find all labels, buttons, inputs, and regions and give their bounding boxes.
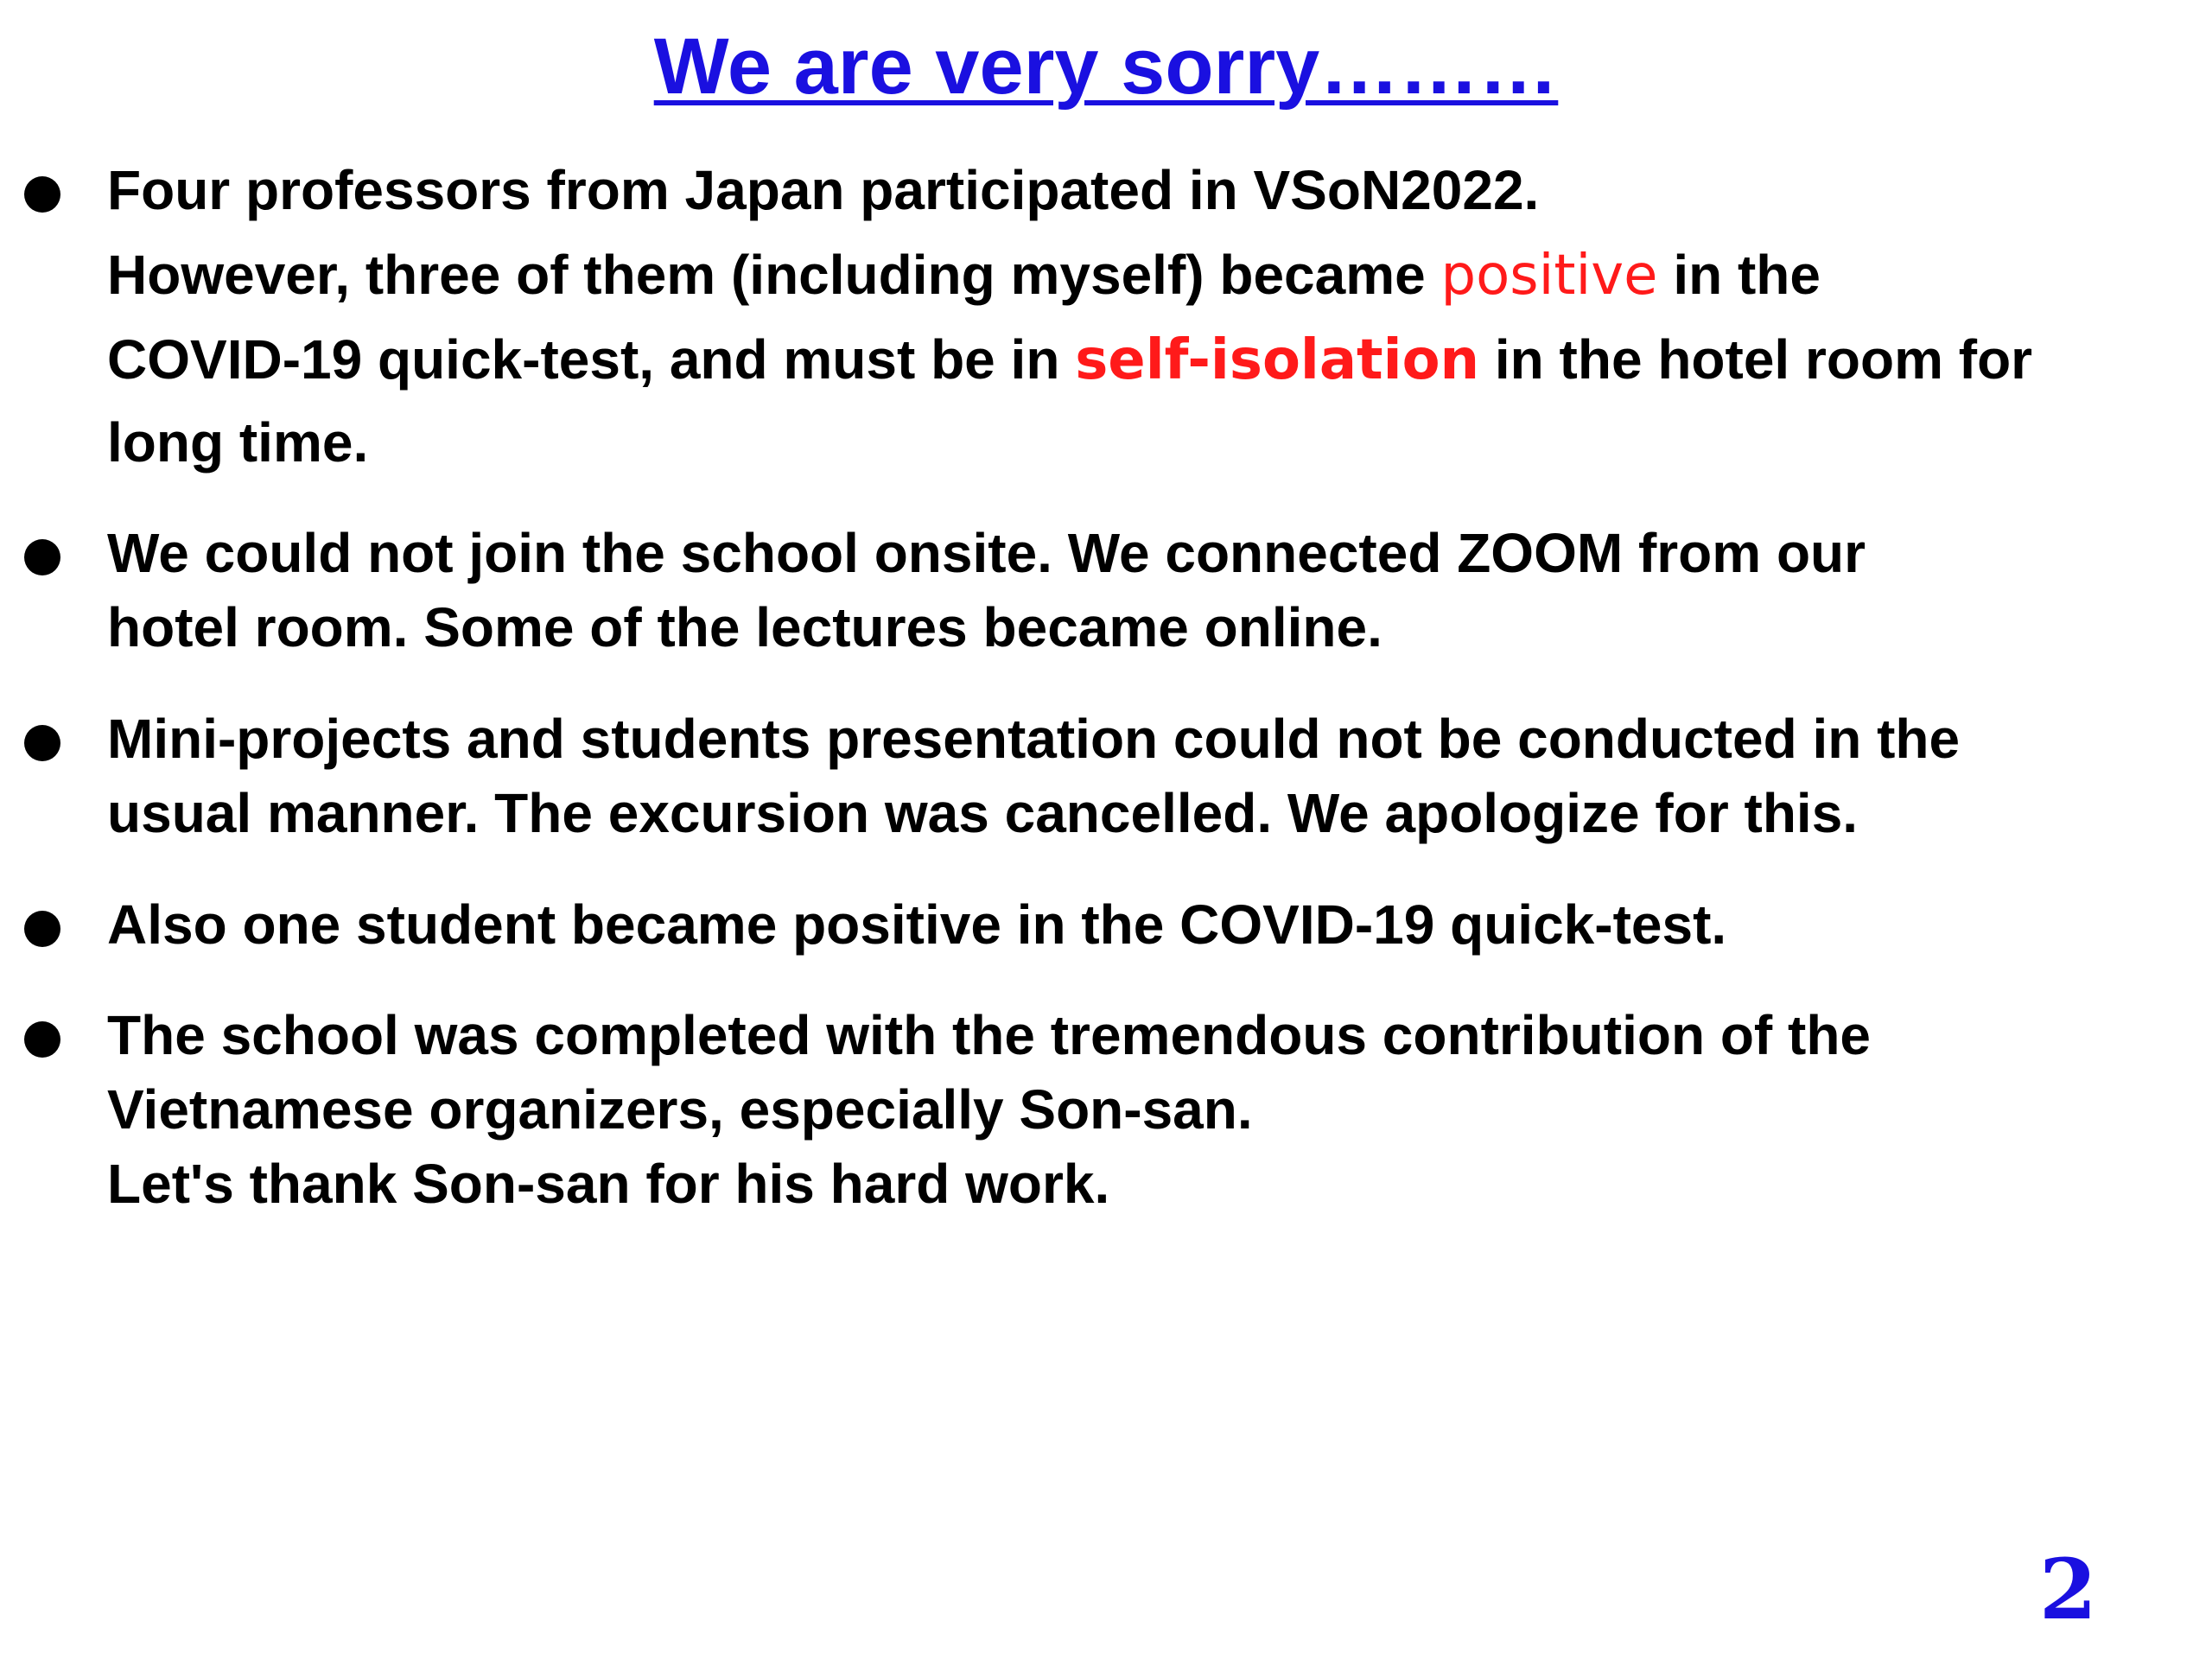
text-run: However, three of them (including myself) became [107,244,1441,306]
bullet-dot-icon [24,176,60,213]
text-run: Also one student became positive in the COVID-19 quick-test. [107,893,1727,956]
slide-title: We are very sorry……… [653,22,1559,111]
bullet-text [107,890,2198,959]
bullet-text [107,1001,2198,1218]
bullet-dot-icon [24,725,60,761]
bullet-line [107,240,2198,325]
bullet-line [107,408,2198,477]
text-run: The school was completed with the tremendous contribution of the [107,1004,1871,1066]
text-run: We could not join the school onsite. We connected ZOOM from our [107,522,1866,584]
bullet-dot-icon [24,1021,60,1058]
text-run: usual manner. The excursion was cancelled. We apologize for this. [107,782,1859,844]
bullet-line [107,593,2198,662]
highlight-self-isolation: self-isolation [1075,328,1480,392]
bullet-text [107,518,2198,662]
bullet-dot-icon [24,911,60,947]
text-run: Four professors from Japan participated in VSoN2022. [107,159,1540,221]
bullet-line [107,1075,2198,1149]
text-run: in the [1657,244,1821,306]
page-number: 2 [2039,1541,2097,1638]
bullet-text [107,156,2198,477]
bullet-line [107,890,2198,959]
bullet-line [107,1001,2198,1075]
text-run: Mini-projects and students presentation could not be conducted in the [107,708,1961,770]
highlight-positive: positive [1440,244,1658,308]
text-run: hotel room. Some of the lectures became online. [107,596,1382,658]
text-run: long time. [107,411,369,474]
text-run: Vietnamese organizers, especially Son-san. [107,1078,1253,1141]
bullet-line [107,325,2198,408]
bullet-text [107,704,2198,848]
bullet-line [107,156,2198,240]
bullet-line [107,704,2198,779]
bullet-dot-icon [24,539,60,575]
bullet-line [107,518,2198,593]
bullet-line [107,1149,2198,1218]
text-run: in the hotel room for [1479,328,2033,391]
text-run: Let's thank Son-san for his hard work. [107,1153,1110,1215]
bullet-line [107,779,2198,848]
text-run: COVID-19 quick-test, and must be in [107,328,1076,391]
